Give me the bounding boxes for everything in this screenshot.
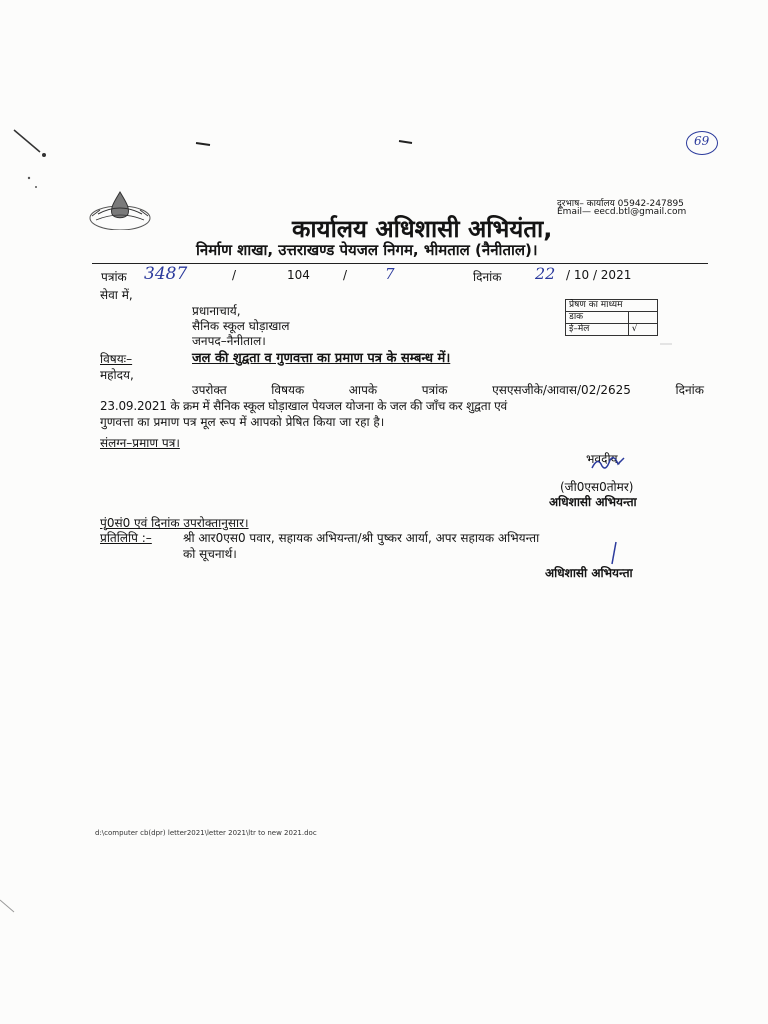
addressee-line-1: प्रधानाचार्य, [192, 304, 241, 318]
contact-email: Email— eecd.btl@gmail.com [557, 207, 687, 217]
ref-slash-1: / [232, 268, 237, 282]
ref-part3: 7 [385, 265, 395, 283]
dispatch-mode-header: प्रेषण का माध्यम [566, 300, 658, 312]
dispatch-mode-mark [628, 312, 657, 324]
enclosure: संलग्न–प्रमाण पत्र। [100, 436, 180, 450]
addressee-line-2: सैनिक स्कूल घोड़ाखाल [192, 319, 290, 333]
closing: भवदीय, [586, 452, 622, 466]
date-rest: / 10 / 2021 [566, 268, 632, 282]
office-title: कार्यालय अधिशासी अभियंता, [292, 215, 553, 243]
ref-label: पत्रांक [101, 270, 127, 284]
copy-line-1: श्री आर0एस0 पवार, सहायक अभियन्ता/श्री पुष्कर आर्या, अपर सहायक अभियन्ता [183, 531, 540, 545]
body-line-3: गुणवत्ता का प्रमाण पत्र मूल रूप में आपको प्रेषित किया जा रहा है। [100, 415, 385, 429]
dispatch-mode-row [566, 324, 658, 336]
dispatch-mode-table [565, 299, 658, 336]
organization-logo [88, 188, 152, 230]
ref-part2: 104 [287, 268, 310, 282]
ref-number: 3487 [144, 264, 188, 284]
copy-label: प्रतिलिपि :– [100, 531, 152, 545]
body-line-2: 23.09.2021 के क्रम में सैनिक स्कूल घोड़ाखाल पेयजल योजना के जल की जाँच कर शुद्वता एवं [100, 399, 508, 413]
page-number: 69 [694, 134, 710, 148]
subject-label: विषयः– [100, 352, 133, 366]
signatory-name: (जी0एस0तोमर) [560, 480, 634, 494]
salutation: सेवा में, [100, 288, 133, 302]
date-day: 22 [535, 264, 556, 283]
body-line-1: उपरोक्त विषयक आपके पत्रांक एसएसजीके/आवास/02/2625 दिनांक [192, 383, 704, 397]
addressee-line-3: जनपद–नैनीताल। [192, 334, 266, 348]
ref-slash-2: / [343, 268, 348, 282]
dispatch-mode-header-row [566, 300, 658, 312]
copy-designation: अधिशासी अभियन्ता [545, 566, 633, 580]
date-label: दिनांक [473, 270, 502, 284]
handwritten-signature [588, 452, 628, 474]
copy-ref-line: पृं0सं0 एवं दिनांक उपरोक्तानुसार। [100, 516, 249, 530]
file-path: d:\computer cb(dpr) letter2021\letter 2021\ltr to new 2021.doc [95, 829, 317, 837]
copy-line-2: को सूचनार्थ। [183, 547, 237, 561]
office-subtitle: निर्माण शाखा, उत्तराखण्ड पेयजल निगम, भीमताल (नैनीताल)। [196, 241, 538, 259]
dispatch-mode-label: डाक [566, 312, 629, 324]
dispatch-mode-row [566, 312, 658, 324]
dispatch-mode-mark: √ [628, 324, 657, 336]
signatory-designation: अधिशासी अभियन्ता [549, 495, 637, 509]
subject-text: जल की शुद्वता व गुणवत्ता का प्रमाण पत्र के सम्बन्ध में। [192, 351, 451, 366]
dispatch-mode-label: ई–मेल [566, 324, 629, 336]
contact-phone: दूरभाष– कार्यालय 05942-247895 [557, 199, 684, 209]
greeting: महोदय, [100, 368, 134, 382]
